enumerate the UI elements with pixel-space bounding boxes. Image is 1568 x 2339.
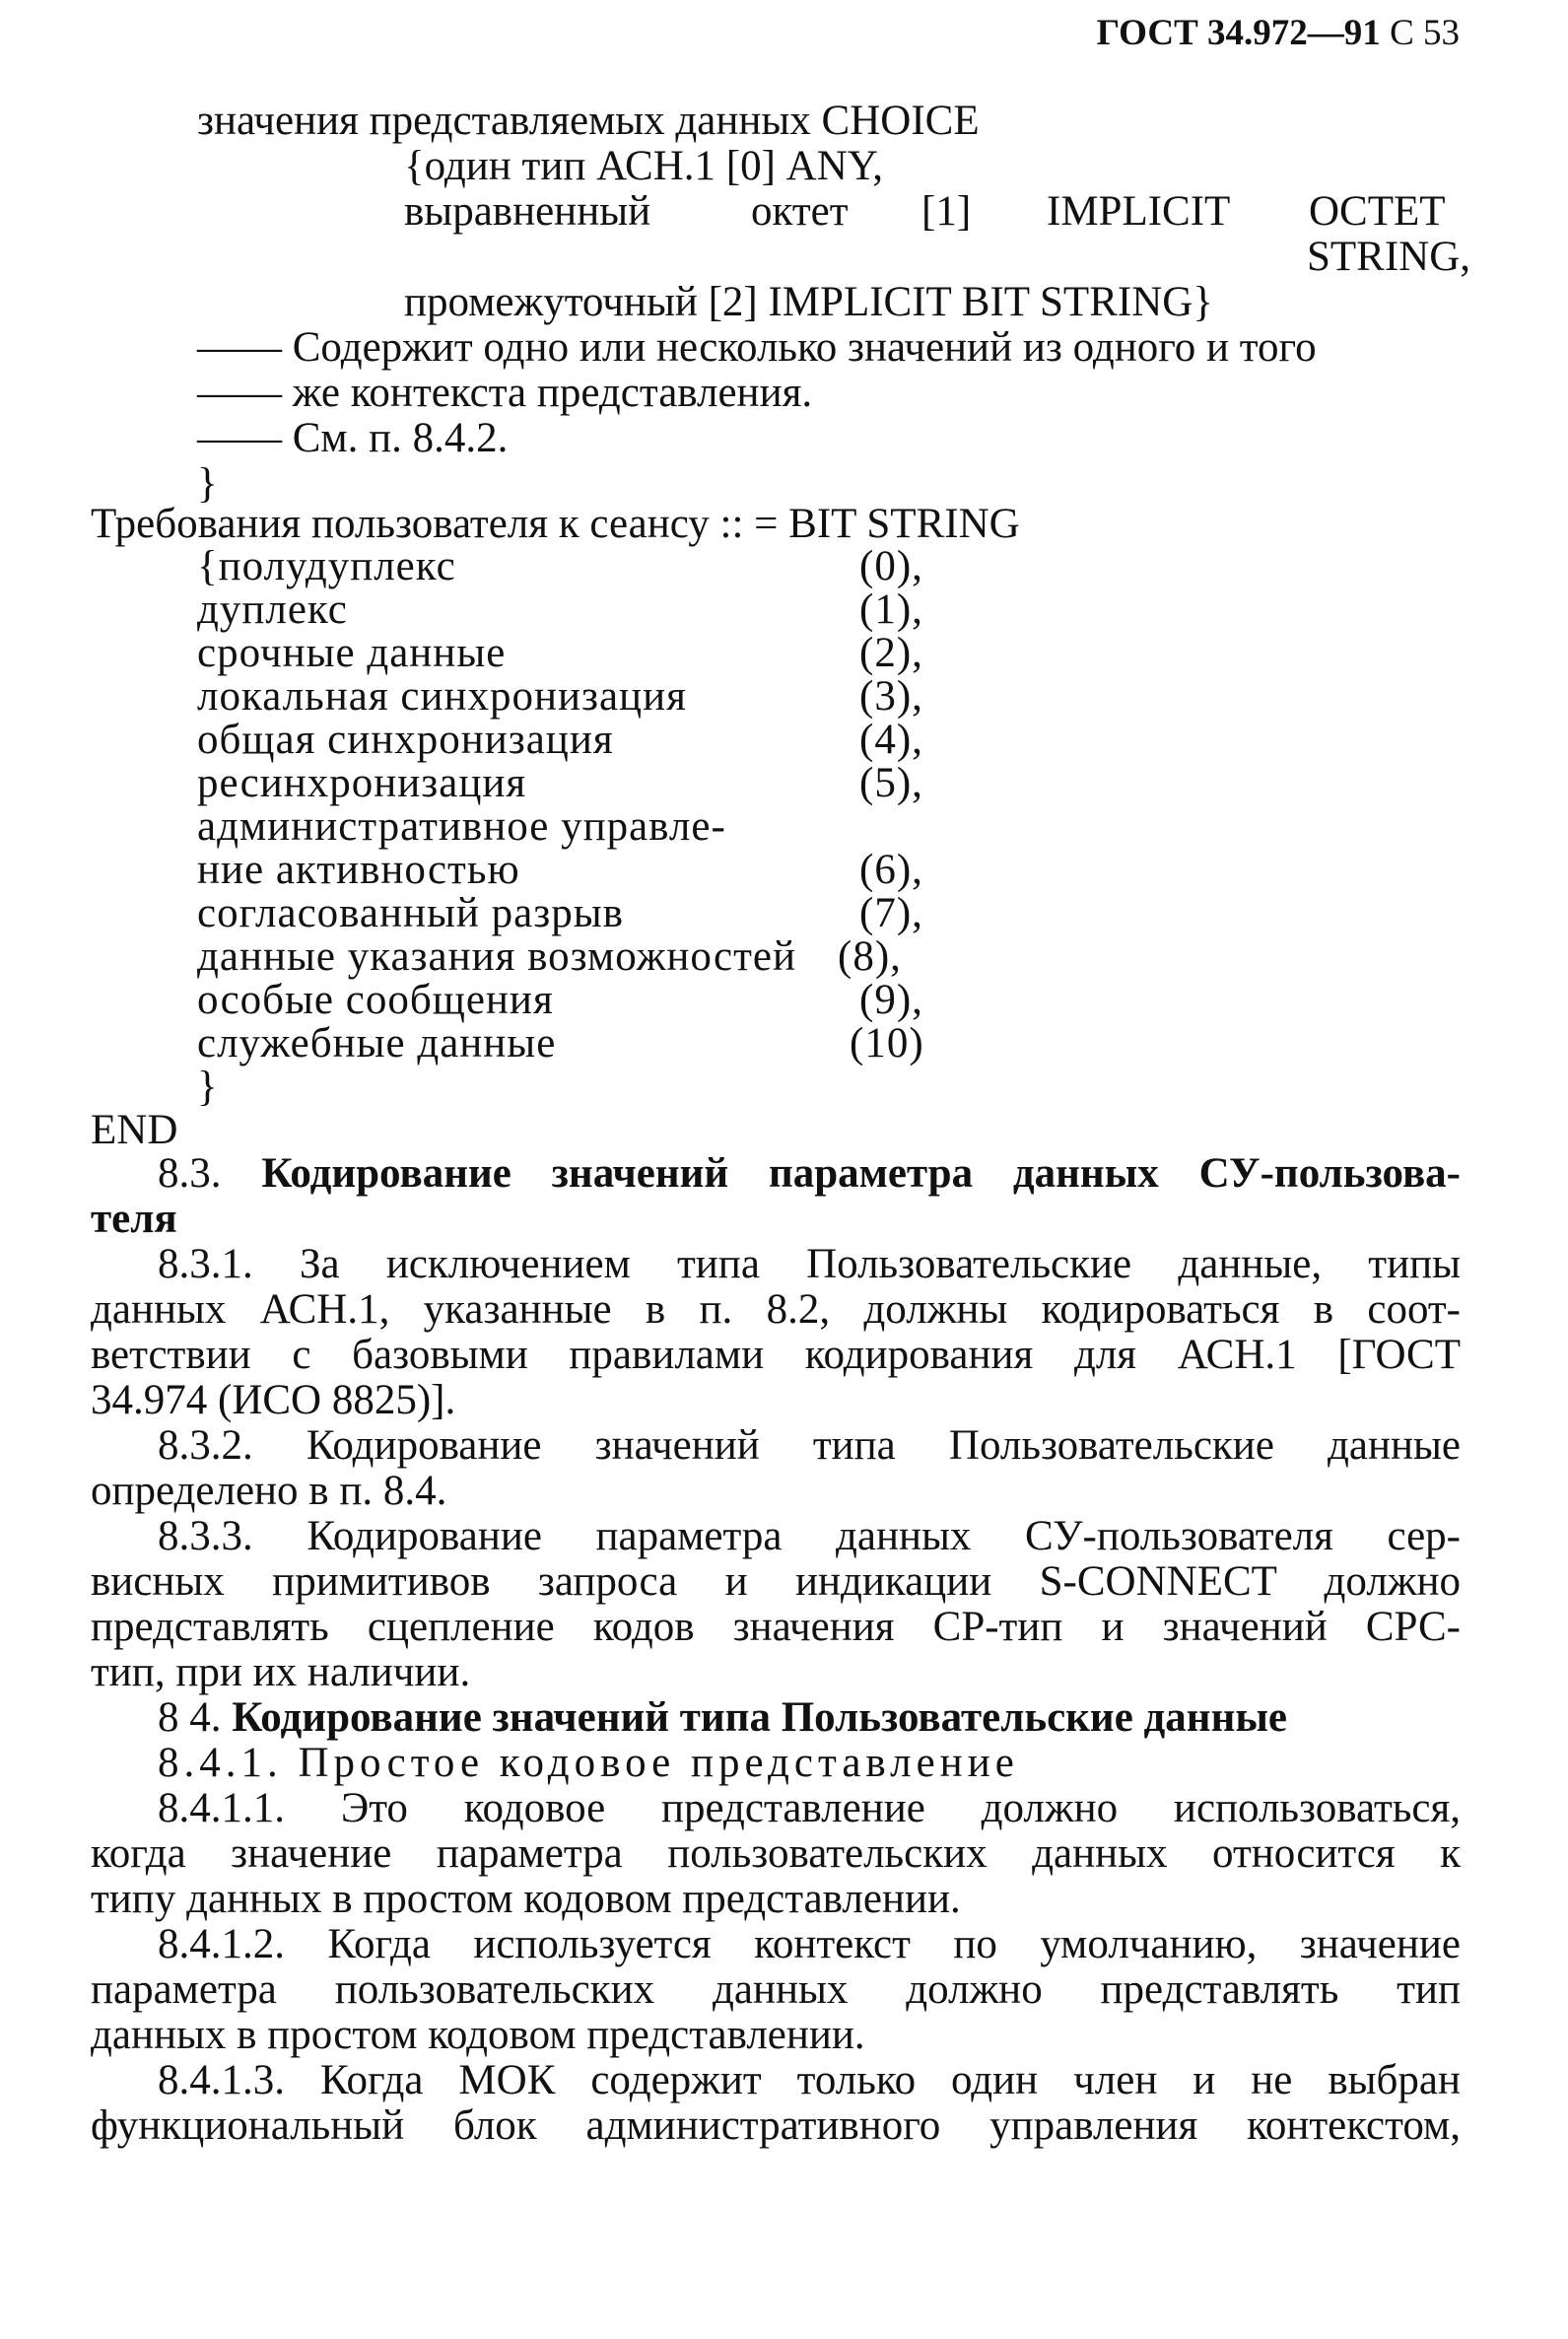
paragraph-line: 8.4.1.2. Когда используется контекст по умолчанию, значение: [158, 1921, 1461, 1967]
requirement-name: административное управле-: [197, 803, 726, 850]
requirement-name: локальная синхронизация: [197, 673, 687, 720]
requirement-name: дуплекс: [197, 586, 348, 633]
asn-line: STRING,: [1307, 234, 1471, 280]
section-title: Кодирование значений типа Пользовательские данные: [232, 1694, 1288, 1741]
requirement-name: ресинхронизация: [197, 760, 527, 806]
section-number: 8.3.: [158, 1150, 222, 1197]
section-heading: [158, 1695, 1287, 1741]
requirement-name: особые сообщения: [197, 977, 554, 1023]
requirement-code: (7),: [859, 890, 923, 936]
paragraph-line: параметра пользовательских данных должно представлять тип: [91, 1966, 1461, 2013]
section-number: 8 4.: [158, 1694, 222, 1741]
paragraph-line: 8.3.3. Кодирование параметра данных СУ-пользователя сер-: [158, 1513, 1461, 1559]
asn-type-def: Требования пользователя к сеансу :: = BIT STRING: [91, 501, 1020, 547]
requirement-code: (3),: [859, 673, 923, 720]
paragraph-line: тип, при их наличии.: [91, 1649, 471, 1695]
requirement-code: (4),: [859, 717, 923, 763]
subsection-heading: 8.4.1. Простое кодовое представление: [158, 1740, 1019, 1786]
paragraph-line: 8.4.1.3. Когда МОК содержит только один член и не выбран: [158, 2057, 1461, 2103]
brace: }: [197, 460, 218, 507]
requirement-code: (5),: [859, 760, 923, 806]
asn-line: октет: [751, 188, 849, 235]
paragraph-line: функциональный блок административного управления контекстом,: [91, 2102, 1461, 2149]
paragraph-line: висных примитивов запроса и индикации S-CONNECT должно: [91, 1558, 1461, 1605]
asn-line: IMPLICIT: [1047, 188, 1231, 235]
paragraph-line: типу данных в простом кодовом представлении.: [91, 1876, 961, 1922]
asn-line: промежуточный [2] IMPLICIT BIT STRING}: [404, 279, 1213, 325]
brace: }: [197, 1064, 218, 1110]
asn-line: выравненный: [404, 188, 651, 235]
standard-number: ГОСТ 34.972—91: [1096, 13, 1381, 53]
section-title: Кодирование значений параметра данных СУ-пользова-: [261, 1150, 1461, 1197]
section-title-cont: теля: [91, 1196, 177, 1242]
end-keyword: END: [91, 1107, 178, 1153]
requirement-name: срочные данные: [197, 630, 507, 676]
paragraph-line: 8.3.1. За исключением типа Пользовательские данные, типы: [158, 1241, 1461, 1287]
requirement-name: общая синхронизация: [197, 717, 614, 763]
page-number: С 53: [1390, 13, 1460, 53]
comment-line: —— же контекста представления.: [197, 370, 813, 416]
requirement-code: (1),: [859, 586, 923, 633]
requirement-name: согласованный разрыв: [197, 890, 624, 936]
comment-line: —— См. п. 8.4.2.: [197, 415, 509, 461]
paragraph-line: данных АСН.1, указанные в п. 8.2, должны кодироваться в соот-: [91, 1286, 1461, 1333]
requirement-name: служебные данные: [197, 1020, 557, 1066]
paragraph-line: представлять сцепление кодов значения СР-тип и значений СРС-: [91, 1604, 1461, 1650]
paragraph-line: 8.4.1.1. Это кодовое представление должно использоваться,: [158, 1785, 1461, 1831]
requirement-code: (9),: [859, 977, 923, 1023]
paragraph-line: определено в п. 8.4.: [91, 1468, 447, 1514]
asn-line: [1]: [921, 188, 972, 235]
requirement-code: (10): [850, 1020, 924, 1066]
asn-line: значения представляемых данных CHOICE: [197, 98, 980, 144]
paragraph-line: 34.974 (ИСО 8825)].: [91, 1377, 456, 1423]
asn-line: {один тип АСН.1 [0] ANY,: [404, 143, 884, 189]
requirement-name: {полудуплекс: [197, 543, 456, 589]
paragraph-line: когда значение параметра пользовательских данных относится к: [91, 1830, 1461, 1877]
paragraph-line: ветствии с базовыми правилами кодирования для АСН.1 [ГОСТ: [91, 1332, 1461, 1378]
requirement-code: (2),: [859, 630, 923, 676]
requirement-name: ние активностью: [197, 847, 520, 893]
requirement-name: данные указания возможностей: [197, 933, 796, 980]
page-header: [1097, 12, 1460, 54]
asn-line: OCTET: [1309, 188, 1446, 235]
requirement-code: (8),: [838, 933, 902, 980]
paragraph-line: данных в простом кодовом представлении.: [91, 2012, 865, 2058]
requirement-code: (0),: [859, 543, 923, 589]
requirement-code: (6),: [859, 847, 923, 893]
comment-line: —— Содержит одно или несколько значений из одного и того: [197, 324, 1317, 371]
section-heading: [158, 1151, 1461, 1197]
paragraph-line: 8.3.2. Кодирование значений типа Пользовательские данные: [158, 1422, 1461, 1469]
